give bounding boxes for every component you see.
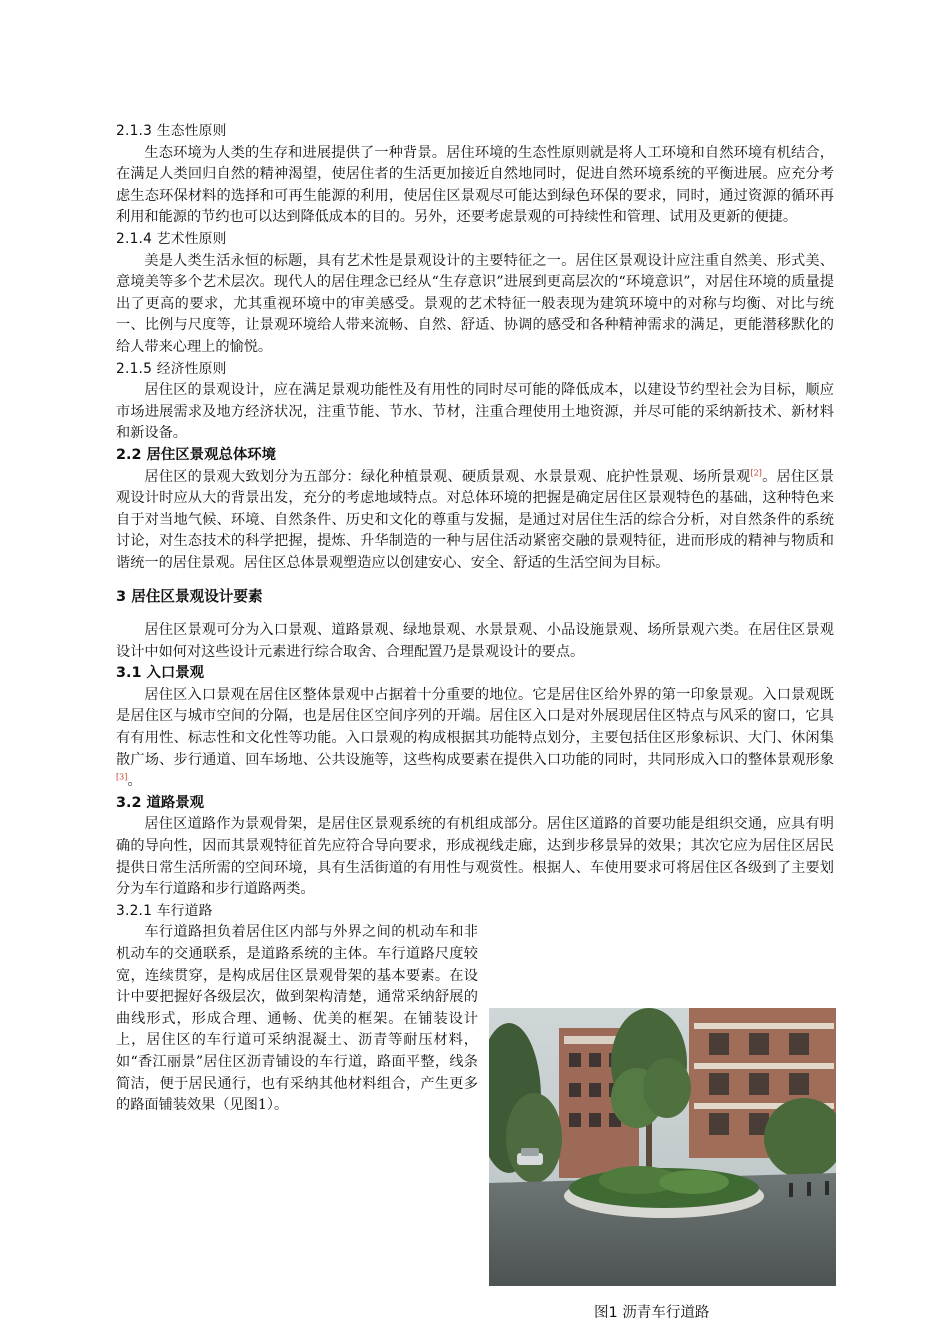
paragraph-text-part2: 。 xyxy=(127,773,142,790)
citation-ref-2[interactable]: [2] xyxy=(750,467,762,477)
paragraph-text-part1: 居住区的景观大致划分为五部分：绿化种植景观、硬质景观、水景景观、庇护性景观、场所景观 xyxy=(144,468,751,485)
paragraph-text-part2: 。居住区景观设计时应从大的背景出发，充分的考虑地域特点。对总体环境的把握是确定居住区景观特色的基础，这种特色来自于对当地气候、环境、自然条件、历史和文化的尊重与发掘，是通过对居住生活的综合分析，对自然条件的系统讨论，对生态技术的科学把握，提炼、升华制造的一种与居住活动紧密交融的景观特征，进而形成的精神与物质和谐统一的居住景观。居住区总体景观塑造应以创建安心、安全、舒适的生活空间为目标。 xyxy=(116,468,834,571)
paragraph-road: 居住区道路作为景观骨架，是居住区景观系统的有机组成部分。居住区道路的首要功能是组织交通，应具有明确的导向性，因而其景观特征首先应符合导向要求，形成视线走廊，达到步移景异的效果；其次它应为居住区居民提供日常生活所需的空间环境，具有生活街道的有用性与观赏性。根据人、车使用要求可将居住区各级到了主要划分为车行道路和步行道路两类。 xyxy=(116,816,834,898)
heading-2-1-4: 2.1.4 艺术性原则 xyxy=(116,230,227,247)
paragraph-art: 美是人类生活永恒的标题，具有艺术性是景观设计的主要特征之一。居住区景观设计应注重自然美、形式美、意境美等多个艺术层次。现代人的居住理念已经从“生存意识”进展到更高层次的“环境意识”，对居住环境的质量提出了更高的要求，尤其重视环境中的审美感受。景观的艺术特征一般表现为建筑环境中的对称与均衡、对比与统一、比例与尺度等，让景观环境给人带来流畅、自然、舒适、协调的感受和各种精神需求的满足，更能潜移默化的给人带来心理上的愉悦。 xyxy=(116,252,834,355)
heading-3-2: 3.2 道路景观 xyxy=(116,794,205,811)
text-column xyxy=(116,922,478,1116)
document-body xyxy=(116,121,834,1117)
paragraph-vehicle-road: 车行道路担负着居住区内部与外界之间的机动车和非机动车的交通联系，是道路系统的主体。车行道路尺度较宽，连续贯穿，是构成居住区景观骨架的基本要素。在设计中要把握好各级层次，做到架构清楚，通常采纳舒展的曲线形式，形成合理、通畅、优美的框架。在铺装设计上，居住区的车行道可采纳混凝土、沥青等耐压材料，如“香江丽景”居住区沥青铺设的车行道，路面平整，线条简洁，便于居民通行，也有采纳其他材料组合，产生更多的路面铺装效果（见图1）。 xyxy=(116,924,478,1114)
heading-3-1: 3.1 入口景观 xyxy=(116,665,205,682)
heading-2-1-3: 2.1.3 生态性原则 xyxy=(116,123,227,139)
paragraph-ecology: 生态环境为人类的生存和进展提供了一种背景。居住环境的生态性原则就是将人工环境和自然环境有机结合，在满足人类回归自然的精神渴望，使居住者的生活更加接近自然地同时，促进自然环境系统的平衡进展。应充分考虑生态环保材料的选择和可再生能源的利用，使居住区景观尽可能达到绿色环保的要求，同时，通过资源的循环再利用和能源的节约也可以达到降低成本的目的。另外，还要考虑景观的可持续性和管理、试用及更新的便捷。 xyxy=(116,144,834,226)
paragraph-overall-environment xyxy=(116,467,834,575)
heading-2-1-5: 2.1.5 经济性原则 xyxy=(116,360,227,377)
heading-3: 3 居住区景观设计要素 xyxy=(116,588,263,606)
heading-2-2: 2.2 居住区景观总体环境 xyxy=(116,446,277,463)
paragraph-entrance xyxy=(116,685,834,793)
photo-illustration xyxy=(489,1008,836,1286)
figure-caption: 图1 沥青车行道路 xyxy=(594,1305,710,1321)
citation-ref-3[interactable]: [3] xyxy=(116,772,128,782)
figure-photo-asphalt-road xyxy=(489,1008,836,1286)
heading-3-2-1: 3.2.1 车行道路 xyxy=(116,902,213,919)
paragraph-design-elements: 居住区景观可分为入口景观、道路景观、绿地景观、水景景观、小品设施景观、场所景观六类。在居住区景观设计中如何对这些设计元素进行综合取舍、合理配置乃是景观设计的要点。 xyxy=(116,622,834,660)
paragraph-economy: 居住区的景观设计，应在满足景观功能性及有用性的同时尽可能的降低成本，以建设节约型社会为目标，顺应市场进展需求及地方经济状况，注重节能、节水、节材，注重合理使用土地资源，并尽可能的采纳新技术、新材料和新设备。 xyxy=(116,382,834,442)
paragraph-text-part1: 居住区入口景观在居住区整体景观中占据着十分重要的地位。它是居住区给外界的第一印象景观。入口景观既是居住区与城市空间的分隔，也是居住区空间序列的开端。居住区入口是对外展现居住区特点与风采的窗口，它具有有用性、标志性和文化性等功能。入口景观的构成根据其功能特点划分，主要包括住区形象标识、大门、休闲集散广场、步行通道、回车场地、公共设施等，这些构成要素在提供入口功能的同时，共同形成入口的整体景观形象 xyxy=(116,686,834,768)
